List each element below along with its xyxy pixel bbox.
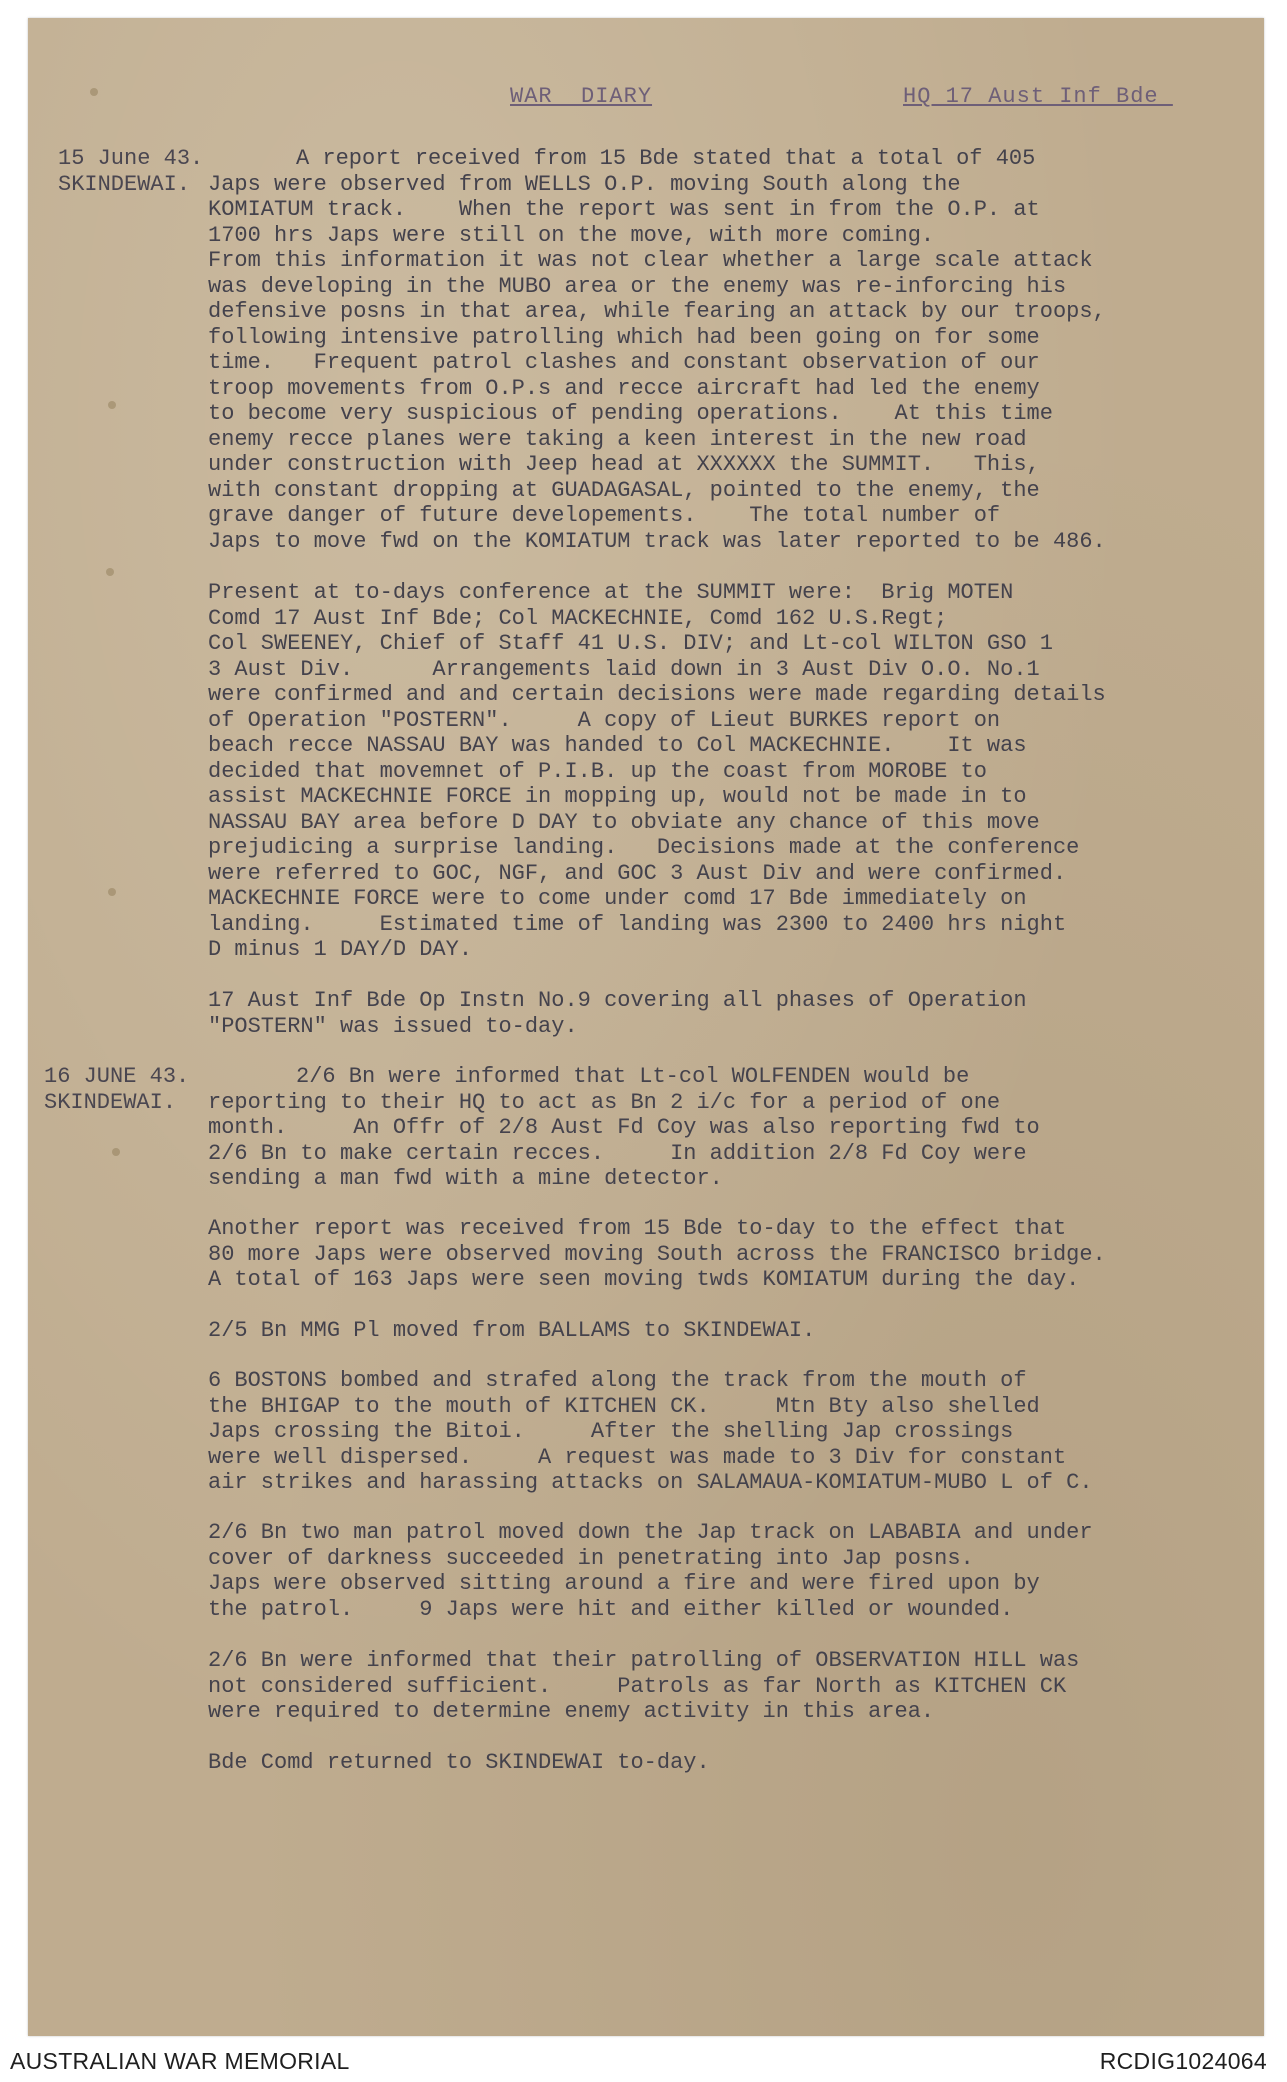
paper-speck xyxy=(90,88,98,96)
entry-paragraph: 2/6 Bn two man patrol moved down the Jap track on LABABIA and under cover of darkness succeeded in penetrating into Jap posns. Japs were observed sitting around a fire and were fired upon by the patrol. 9 Japs were hit and either killed or wounded. xyxy=(208,1520,1093,1622)
unit-heading: HQ 17 Aust Inf Bde xyxy=(903,84,1173,109)
entry-paragraph: Present at to-days conference at the SUMMIT were: Brig MOTEN Comd 17 Aust Inf Bde; Col MACKECHNIE, Comd 162 U.S.Regt; Col SWEENEY, Chief of Staff 41 U.S. DIV; and Lt-col WILTON GSO 1 3 Aust Div. Arrangements laid down in 3 Aust Div O.O. No.1 were confirmed and and certain decisions were made regarding details of Operation "POSTERN". A copy of Lieut BURKES report on beach recce NASSAU BAY was handed to Col MACKECHNIE. It was decided that movemnet of P.I.B. up the coast from MOROBE to assist MACKECHNIE FORCE in mopping up, would not be made in to NASSAU BAY area before D DAY to obviate any chance of this move prejudicing a surprise landing. Decisions made at the conference were referred to GOC, NGF, and GOC 3 Aust Div and were confirmed. MACKECHNIE FORCE were to come under comd 17 Bde immediately on landing. Estimated time of landing was 2300 to 2400 hrs night D minus 1 DAY/D DAY. xyxy=(208,580,1106,962)
paper-speck xyxy=(108,401,116,409)
diary-page xyxy=(28,18,1264,2036)
entry-place: SKINDEWAI. xyxy=(58,171,191,197)
page-title: WAR DIARY xyxy=(510,84,653,109)
entry-date: 16 JUNE 43. xyxy=(44,1064,190,1089)
entry-paragraph: 2/6 Bn were informed that Lt-col WOLFENDEN would be reporting to their HQ to act as Bn 2 i/c for a period of one month. An Offr of 2/8 Aust Fd Coy was also reporting fwd to 2/6 Bn to make certain recces. In addition 2/8 Fd Coy were sending a man fwd with a mine detector. xyxy=(208,1064,1040,1191)
paper-speck xyxy=(108,888,116,896)
entry-paragraph: 6 BOSTONS bombed and strafed along the track from the mouth of the BHIGAP to the mouth of KITCHEN CK. Mtn Bty also shelled Japs crossing the Bitoi. After the shelling Jap crossings were well dispersed. A request was made to 3 Div for constant air strikes and harassing attacks on SALAMAUA-KOMIATUM-MUBO L of C. xyxy=(208,1368,1093,1495)
entry-paragraph: 17 Aust Inf Bde Op Instn No.9 covering all phases of Operation "POSTERN" was issued to-day. xyxy=(208,988,1027,1039)
paper-speck xyxy=(106,568,114,576)
entry-paragraph: 2/5 Bn MMG Pl moved from BALLAMS to SKINDEWAI. xyxy=(208,1318,816,1343)
entry-paragraph: A report received from 15 Bde stated that a total of 405 Japs were observed from WELLS O.P. moving South along the KOMIATUM track. When the report was sent in from the O.P. at 1700 hrs Japs were still on the move, with more coming. From this information it was not clear whether a large scale attack was developing in the MUBO area or the enemy was re-inforcing his defensive posns in that area, while fearing an attack by our troops, following intensive patrolling which had been going on for some time. Frequent patrol clashes and constant observation of our troop movements from O.P.s and recce aircraft had led the enemy to become very suspicious of pending operations. At this time enemy recce planes were taking a keen interest in the new road under construction with Jeep head at XXXXXX the SUMMIT. This, with constant dropping at GUADAGASAL, pointed to the enemy, the grave danger of future developements. The total number of Japs to move fwd on the KOMIATUM track was later reported to be 486. xyxy=(208,146,1106,554)
entry-paragraph: 2/6 Bn were informed that their patrolling of OBSERVATION HILL was not considered sufficient. Patrols as far North as KITCHEN CK were required to determine enemy activity in this area. xyxy=(208,1648,1080,1724)
archive-credit: AUSTRALIAN WAR MEMORIAL xyxy=(10,2048,350,2074)
entry-paragraph: Bde Comd returned to SKINDEWAI to-day. xyxy=(208,1750,710,1775)
entry-paragraph: Another report was received from 15 Bde to-day to the effect that 80 more Japs were observed moving South across the FRANCISCO bridge. A total of 163 Japs were seen moving twds KOMIATUM during the day. xyxy=(208,1216,1106,1292)
record-id: RCDIG1024064 xyxy=(1099,2048,1267,2074)
entry-date: 15 June 43. xyxy=(58,146,204,171)
paper-speck xyxy=(112,1148,120,1156)
entry-place: SKINDEWAI. xyxy=(44,1089,177,1115)
